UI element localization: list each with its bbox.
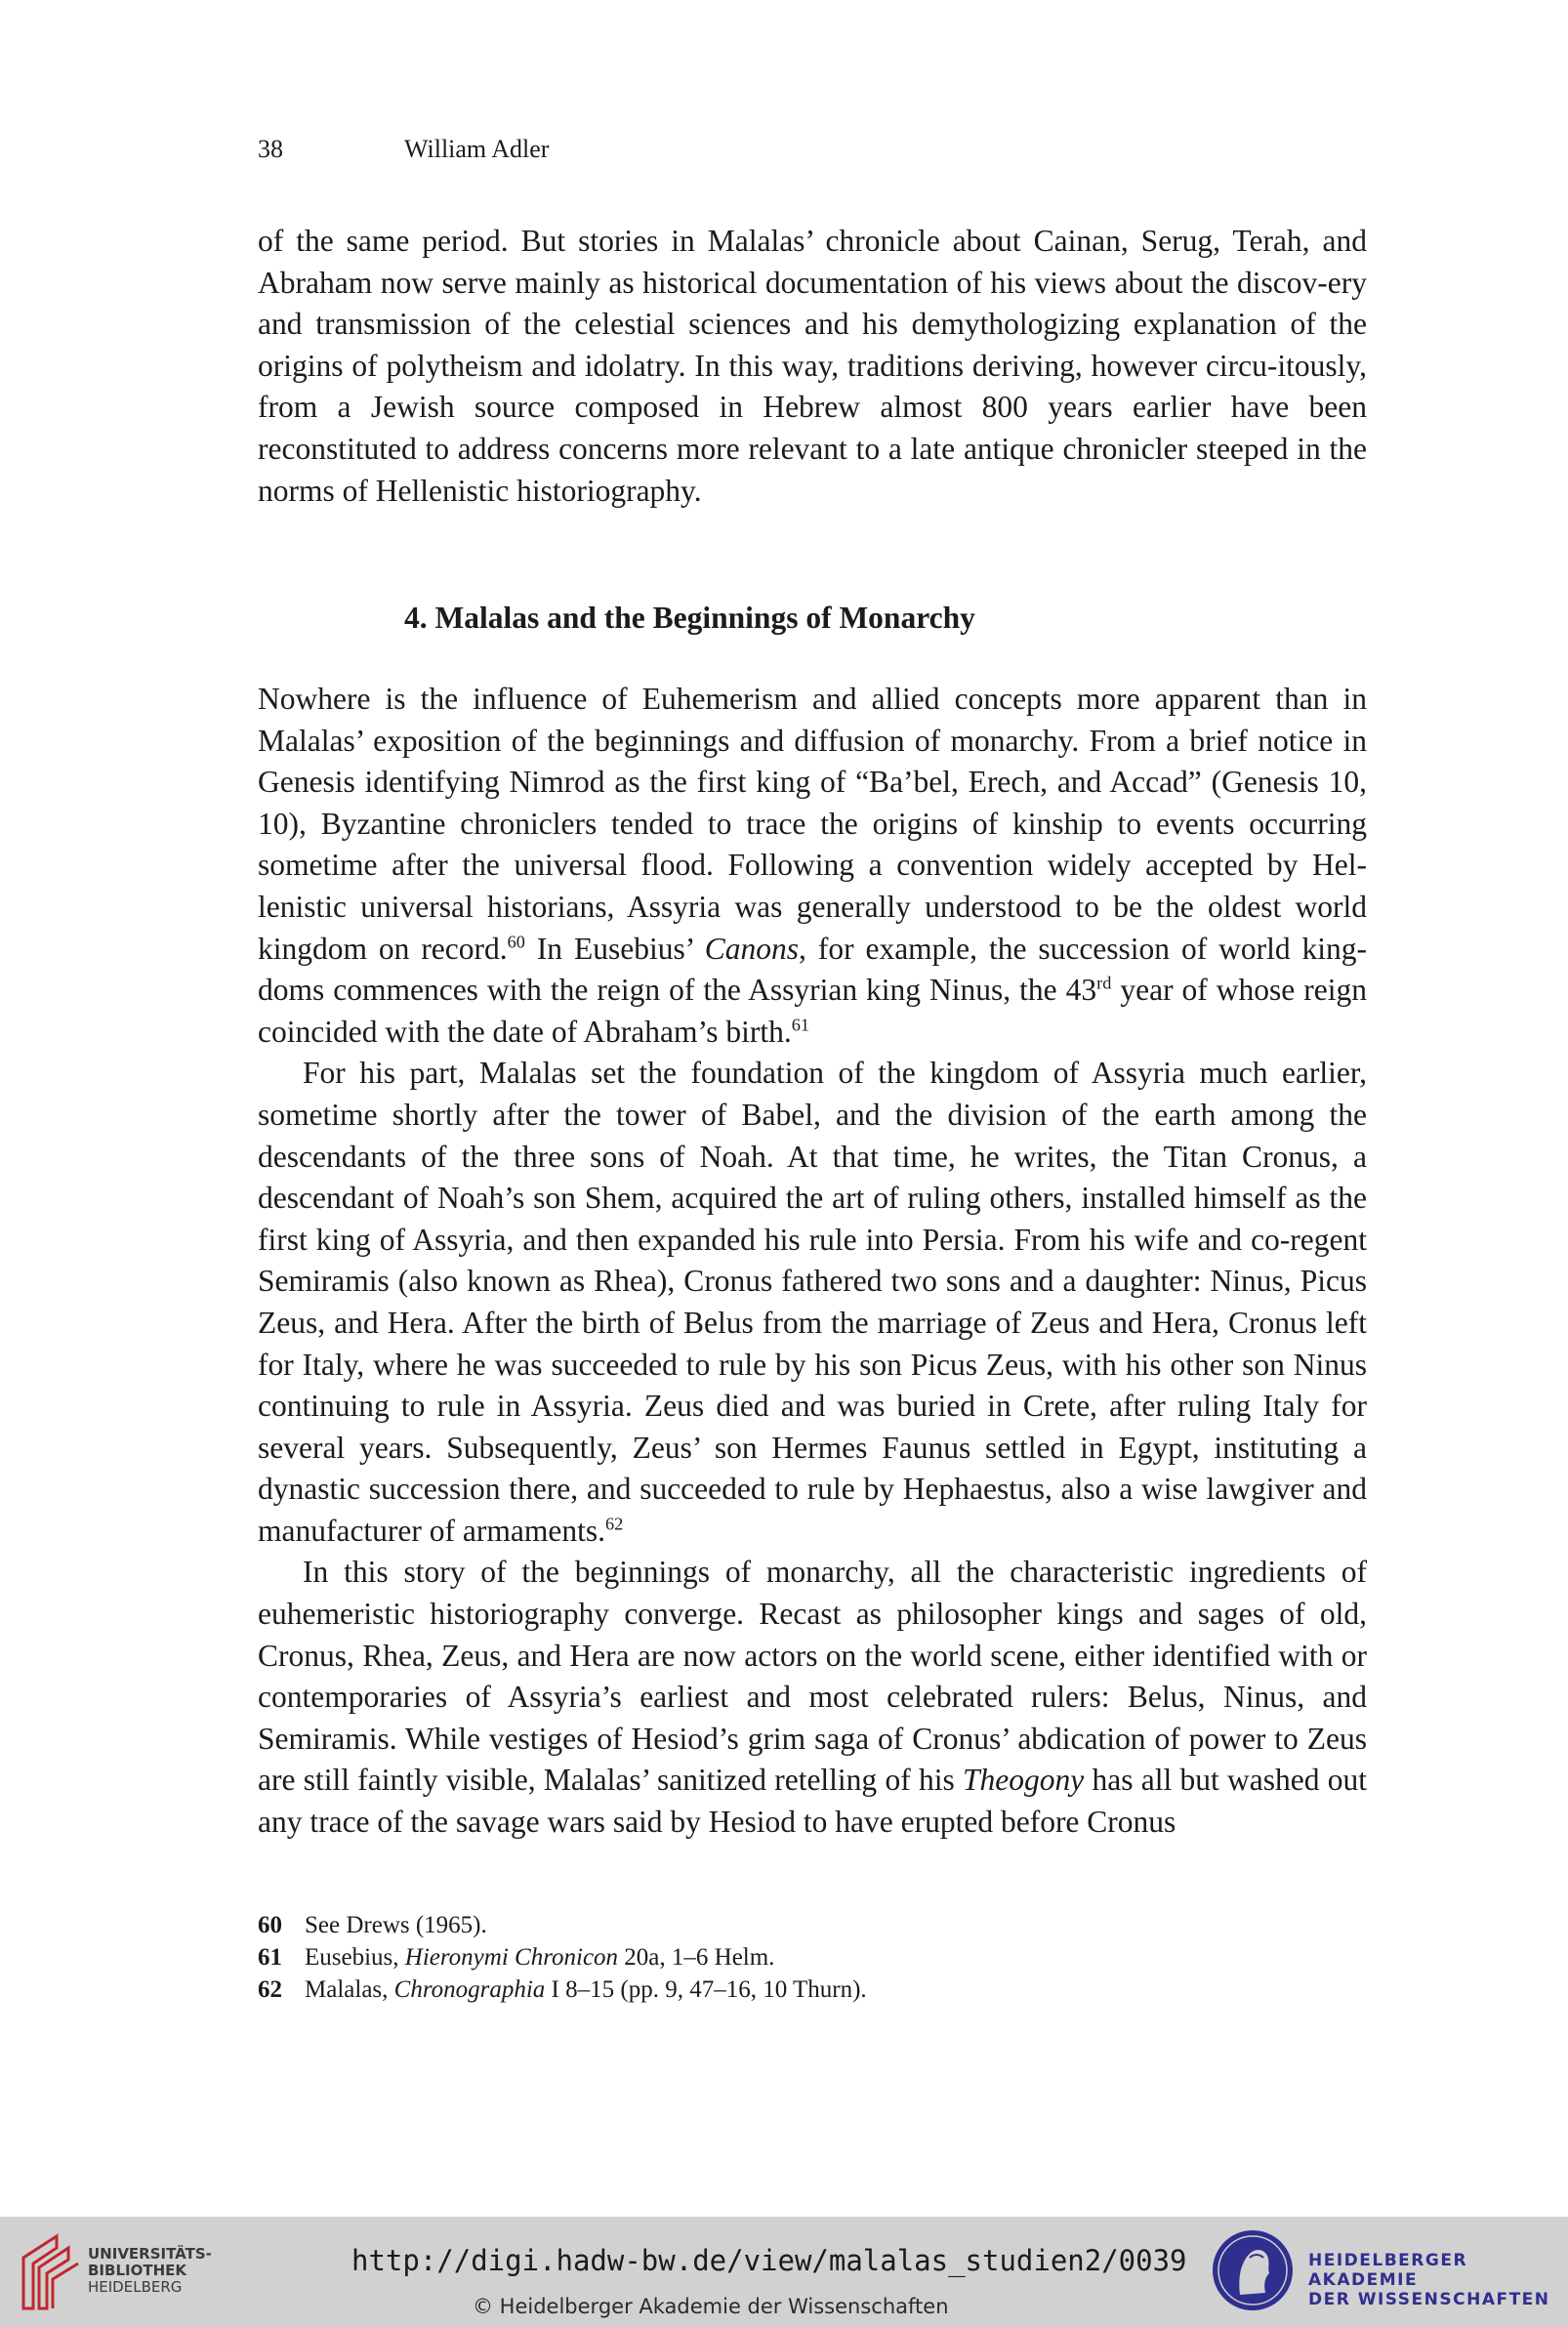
paragraph-3-text-a: In this story of the beginnings of monarchy, all the characteristic ingredients of euhemeristic historiography converge. Recast as philosopher kings and sages of old, Cronus, Rhea, Zeus, and Hera are now actors on the world scene, either identified with or contemporaries of Assyria’s earliest and most celebrated rulers: Belus, Ninus, and Semiramis. While vestiges of Hesiod’s grim saga of Cronus’ abdication of power to Zeus are still faintly visible, Malalas’ sanitized retelling of his xyxy=(258,1555,1367,1798)
footnote-ref-62: 62 xyxy=(604,1514,624,1534)
author-name: William Adler xyxy=(404,135,550,163)
university-library-name xyxy=(88,2246,212,2296)
footnote-text xyxy=(305,1941,774,1974)
footnote xyxy=(258,1941,1367,1974)
university-library-logo-icon xyxy=(18,2228,88,2316)
running-head xyxy=(258,133,549,166)
footnote xyxy=(258,1909,1367,1941)
footnote-number: 60 xyxy=(258,1912,282,1938)
footnote-italic: Chronographia xyxy=(393,1976,546,2003)
footnote-italic: Hieronymi Chronicon xyxy=(404,1944,619,1971)
paragraph-3 xyxy=(258,1552,1367,1843)
paragraph-1-text-b: In Eusebius’ xyxy=(524,931,705,966)
footnote-text xyxy=(305,1974,867,2006)
digitization-footer xyxy=(0,2217,1568,2327)
footnote-text-a: Eusebius, xyxy=(305,1944,405,1971)
copyright-notice: © Heidelberger Akademie der Wissenschaften xyxy=(473,2295,949,2318)
footnote-number: 61 xyxy=(258,1944,282,1971)
footnote-text-a: See Drews (1965). xyxy=(305,1912,487,1938)
footnotes xyxy=(258,1909,1367,2006)
paragraph-1-text-c: , for example, the succession of world king-doms commences with the reign of the Assyrian king Ninus, the 43 xyxy=(258,931,1367,1008)
library-name-line: UNIVERSITÄTS- xyxy=(88,2245,212,2263)
page-number: 38 xyxy=(258,135,283,163)
canons-title: Canons xyxy=(704,931,800,966)
academy-name-line: HEIDELBERGER AKADEMIE xyxy=(1308,2251,1468,2290)
opening-paragraph: of the same period. But stories in Malalas’ chronicle about Cainan, Serug, Terah, and Abraham now serve mainly as historical documentation of his views about the discov-ery and transmission of the celestial sciences and his demythologizing explanation of the origins of polytheism and idolatry. In this way, traditions deriving, however circu-itously, from a Jewish source composed in Hebrew almost 800 years earlier have been reconstituted to address concerns more relevant to a late antique chronicler steeped in the norms of Hellenistic historiography. xyxy=(258,224,1367,508)
footnote xyxy=(258,1974,1367,2006)
section-heading: 4. Malalas and the Beginnings of Monarchy xyxy=(404,601,975,635)
library-name-line: BIBLIOTHEK xyxy=(88,2262,186,2279)
academy-seal-icon xyxy=(1211,2228,1295,2312)
footnote-text xyxy=(305,1909,487,1941)
paragraph-1 xyxy=(258,679,1367,1053)
paragraph-2 xyxy=(258,1053,1367,1552)
academy-name xyxy=(1308,2251,1568,2309)
footnote-ref-61: 61 xyxy=(791,1015,809,1035)
footnote-number: 62 xyxy=(258,1976,282,2003)
footnote-text-b: 20a, 1–6 Helm. xyxy=(618,1944,775,1971)
academy-name-line: DER WISSENSCHAFTEN xyxy=(1308,2290,1550,2309)
paragraph-3-text-b: has all but washed out any trace of the savage wars said by Hesiod to have erupted before Cronus xyxy=(258,1763,1367,1840)
footnote-text-b: I 8–15 (pp. 9, 47–16, 10 Thurn). xyxy=(545,1976,867,2003)
paragraph-1-text-a: Nowhere is the influence of Euhemerism and allied concepts more apparent than in Malalas’ exposition of the beginnings and diffusion of monarchy. From a brief notice in Genesis identifying Nimrod as the first king of “Ba’bel, Erech, and Accad” (Genesis 10, 10), Byzantine chroniclers tended to trace the origins of kinship to events occurring sometime after the universal flood. Following a convention widely accepted by Hel-lenistic universal historians, Assyria was generally understood to be the oldest world kingdom on record. xyxy=(258,682,1367,966)
paragraph-2-text: For his part, Malalas set the foundation of the kingdom of Assyria much earlier, sometime shortly after the tower of Babel, and the division of the earth among the descendants of the three sons of Noah. At that time, he writes, the Titan Cronus, a descendant of Noah’s son Shem, acquired the art of ruling others, installed himself as the first king of Assyria, and then expanded his rule into Persia. From his wife and co-regent Semiramis (also known as Rhea), Cronus fathered two sons and a daughter: Ninus, Picus Zeus, and Hera. After the birth of Belus from the marriage of Zeus and Hera, Cronus left for Italy, where he was succeeded to rule by his son Picus Zeus, with his other son Ninus continuing to rule in Assyria. Zeus died and was buried in Crete, after ruling Italy for several years. Subsequently, Zeus’ son Hermes Faunus settled in Egypt, instituting a dynastic succession there, and succeeded to rule by Hephaestus, also a wise lawgiver and manufacturer of armaments. xyxy=(258,1056,1367,1548)
section-body xyxy=(258,679,1367,1844)
opening-text xyxy=(258,221,1367,512)
theogony-title: Theogony xyxy=(962,1763,1085,1798)
permalink[interactable]: http://digi.hadw-bw.de/view/malalas_studien2/0039 xyxy=(351,2244,1187,2277)
library-name-line: HEIDELBERG xyxy=(88,2278,183,2296)
ordinal-suffix: rd xyxy=(1096,973,1112,993)
footnote-text-a: Malalas, xyxy=(305,1976,394,2003)
footnote-ref-60: 60 xyxy=(507,932,525,952)
paragraph-1-text-d: year of whose reign coincided with the date of Abraham’s birth. xyxy=(258,973,1367,1049)
